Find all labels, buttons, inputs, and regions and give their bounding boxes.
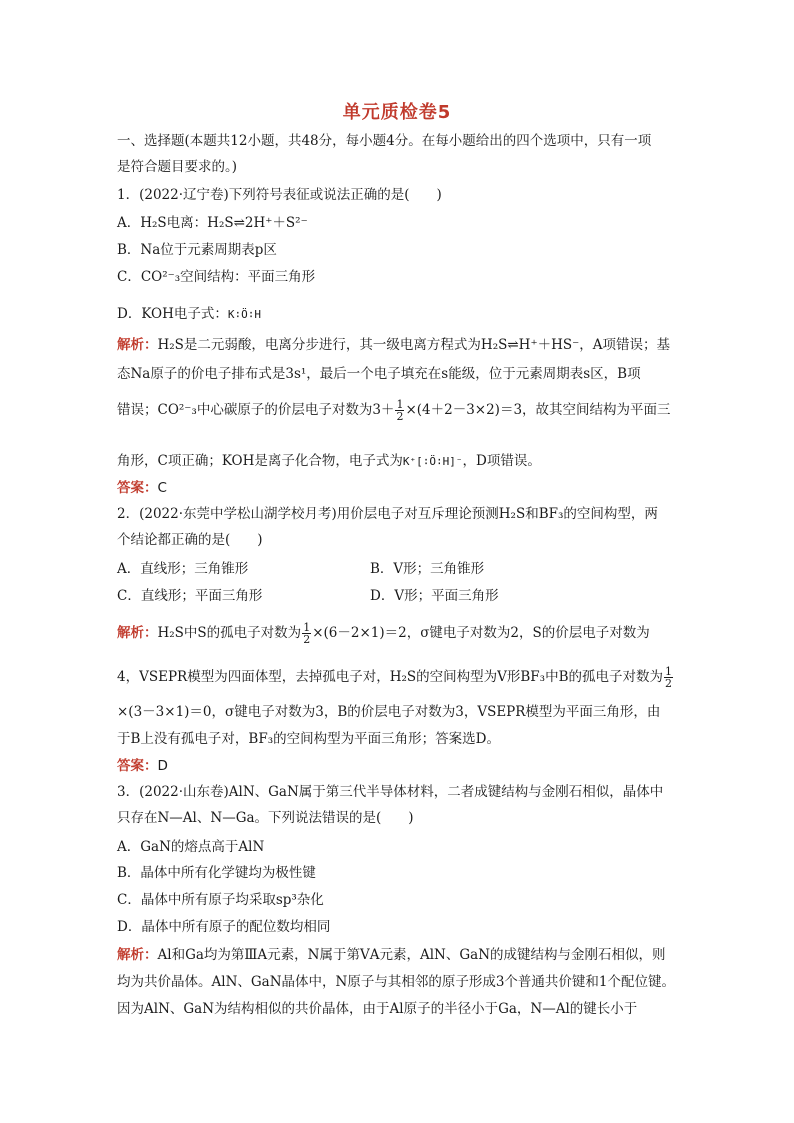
q3-stem-line-1: 3．(2022·山东卷)AlN、GaN属于第三代半导体材料，二者成键结构与金刚石相似，晶体中 — [117, 784, 664, 800]
section-intro-line-1: 一、选择题(本题共12小题，共48分，每小题4分。在每小题给出的四个选项中，只有一项 — [117, 133, 652, 149]
q3-explanation-label: 解析： — [117, 947, 158, 963]
page-title: 单元质检卷5 — [342, 102, 452, 123]
q2-explanation-label: 解析： — [117, 625, 158, 641]
q1-fraction — [395, 399, 404, 422]
q3-option-c: C．晶体中所有原子均采取sp³杂化 — [117, 892, 324, 908]
q1-explanation-text-3b: ×(4＋2－3×2)＝3，故其空间结构为平面三 — [405, 402, 671, 418]
q1-explanation-line-4 — [117, 452, 541, 471]
q1-option-d-label: D．KOH电子式： — [117, 306, 228, 322]
q1-fraction-denominator: 2 — [396, 410, 404, 423]
q2-explanation-line-1 — [117, 622, 650, 645]
q2-explanation-line-4: 于B上没有孤电子对，BF₃的空间构型为平面三角形；答案选D。 — [117, 731, 500, 747]
q2-fraction-1 — [302, 622, 311, 645]
q1-explanation-line-2: 态Na原子的价电子排布式是3s¹，最后一个电子填充在s能级，位于元素周期表s区，B项 — [117, 366, 641, 382]
q3-option-d: D．晶体中所有原子的配位数均相同 — [117, 919, 331, 935]
q1-explanation-text-1: H₂S是二元弱酸，电离分步进行，其一级电离方程式为H₂S⇌H⁺＋HS⁻，A项错误；基 — [157, 337, 670, 353]
q1-option-d-formula: K∶Ö∶H — [227, 308, 262, 321]
q3-explanation-text-1: Al和Ga均为第ⅢA元素，N属于第ⅤA元素，AlN、GaN的成键结构与金刚石相似，则 — [157, 947, 666, 963]
q3-explanation-line-1 — [117, 946, 666, 964]
q2-explanation-line-2 — [117, 666, 674, 689]
q2-fraction-2-numerator: 1 — [665, 665, 672, 678]
q2-explanation-text-1b: ×(6－2×1)＝2，σ键电子对数为2，S的价层电子对数为 — [312, 625, 650, 641]
q2-answer-label: 答案： — [117, 758, 158, 774]
q1-option-b: B．Na位于元素周期表p区 — [117, 242, 277, 258]
q2-answer-value: D — [157, 758, 168, 774]
q1-explanation-formula: K⁺[∶Ö∶H]⁻ — [402, 455, 463, 468]
q1-explanation-line-1 — [117, 336, 670, 354]
q3-option-a: A．GaN的熔点高于AlN — [117, 839, 265, 855]
q1-explanation-text-3a: 错误；CO²⁻₃中心碳原子的价层电子对数为3＋ — [117, 402, 395, 418]
q2-stem-line-2: 个结论都正确的是( ) — [117, 532, 263, 548]
q3-stem-line-2: 只存在N—Al、N—Ga。下列说法错误的是( ) — [117, 810, 414, 826]
q3-explanation-line-2: 均为共价晶体。AlN、GaN晶体中，N原子与其相邻的原子形成3个普通共价键和1个配位键。 — [117, 974, 676, 990]
q2-fraction-1-numerator: 1 — [303, 621, 311, 634]
q2-option-c: C．直线形；平面三角形 — [117, 588, 263, 604]
q2-stem-line-1: 2．(2022·东莞中学松山湖学校月考)用价层电子对互斥理论预测H₂S和BF₃的空间构型，两 — [117, 506, 658, 522]
q2-fraction-2 — [664, 666, 673, 689]
q2-fraction-2-denominator: 2 — [665, 677, 672, 690]
q1-explanation-line-3 — [117, 399, 671, 422]
q2-option-d: D．V形；平面三角形 — [370, 588, 499, 604]
q3-explanation-line-3: 因为AlN、GaN为结构相似的共价晶体，由于Al原子的半径小于Ga，N—Al的键长小于 — [117, 1001, 638, 1017]
q1-answer-value: C — [157, 480, 167, 496]
q1-option-c: C．CO²⁻₃空间结构：平面三角形 — [117, 269, 316, 285]
q2-explanation-line-3: ×(3－3×1)＝0，σ键电子对数为3，B的价层电子对数为3，VSEPR模型为平面三角形，由 — [117, 704, 661, 720]
q1-explanation-text-4a: 角形，C项正确；KOH是离子化合物，电子式为 — [117, 453, 403, 469]
q2-explanation-text-1a: H₂S中S的孤电子对数为 — [157, 625, 302, 641]
q1-explanation-label: 解析： — [117, 337, 158, 353]
q1-fraction-numerator: 1 — [396, 398, 404, 411]
q1-answer-label: 答案： — [117, 480, 158, 496]
q1-option-a: A．H₂S电离：H₂S⇌2H⁺＋S²⁻ — [117, 215, 308, 231]
q3-option-b: B．晶体中所有化学键均为极性键 — [117, 865, 316, 881]
section-intro-line-2: 是符合题目要求的。) — [117, 159, 238, 175]
q1-explanation-text-4b: ，D项错误。 — [462, 453, 541, 469]
q2-fraction-1-denominator: 2 — [303, 633, 311, 646]
q1-option-d — [117, 305, 261, 324]
q2-answer — [117, 757, 168, 775]
q2-explanation-text-2a: 4，VSEPR模型为四面体型，去掉孤电子对，H₂S的空间构型为V形BF₃中B的孤电子对数为 — [117, 669, 663, 685]
q1-stem: 1．(2022·辽宁卷)下列符号表征或说法正确的是( ) — [117, 187, 442, 203]
q2-option-a: A．直线形；三角锥形 — [117, 561, 249, 577]
q2-option-b: B．V形；三角锥形 — [370, 561, 485, 577]
q1-answer — [117, 479, 167, 497]
